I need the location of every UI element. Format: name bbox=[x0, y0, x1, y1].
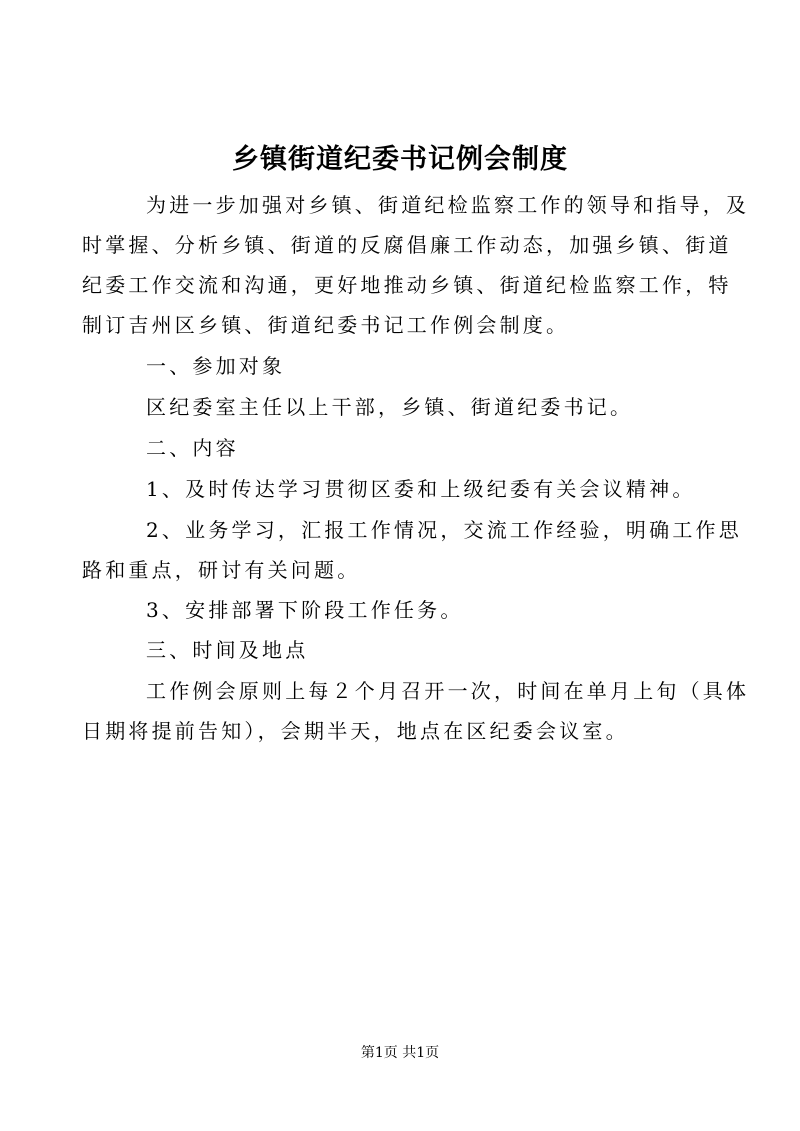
section-2-item-3: 3、安排部署下阶段工作任务。 bbox=[146, 598, 464, 622]
section-2-item-2-line-1: 2、业务学习，汇报工作情况，交流工作经验，明确工作思 bbox=[146, 518, 742, 542]
section-2-item-2-line-2: 路和重点，研讨有关问题。 bbox=[82, 558, 361, 582]
intro-line-1: 为进一步加强对乡镇、街道纪检监察工作的领导和指导，及 bbox=[146, 193, 750, 217]
section-1-heading: 一、参加对象 bbox=[146, 354, 286, 378]
section-3-heading: 三、时间及地点 bbox=[146, 638, 309, 662]
section-2-item-1: 1、及时传达学习贯彻区委和上级纪委有关会议精神。 bbox=[146, 477, 696, 501]
section-1-body: 区纪委室主任以上干部，乡镇、街道纪委书记。 bbox=[146, 395, 634, 419]
intro-line-4: 制订吉州区乡镇、街道纪委书记工作例会制度。 bbox=[82, 313, 570, 337]
section-2-heading: 二、内容 bbox=[146, 436, 239, 460]
intro-line-2: 时掌握、分析乡镇、街道的反腐倡廉工作动态，加强乡镇、街道 bbox=[82, 233, 732, 257]
document-title: 乡镇街道纪委书记例会制度 bbox=[232, 144, 568, 175]
intro-line-3: 纪委工作交流和沟通，更好地推动乡镇、街道纪检监察工作，特 bbox=[82, 273, 732, 297]
section-3-body-line-1: 工作例会原则上每２个月召开一次，时间在单月上旬（具体 bbox=[146, 679, 750, 703]
page-footer: 第1页 共1页 bbox=[360, 1045, 440, 1061]
section-3-body-line-2: 日期将提前告知），会期半天，地点在区纪委会议室。 bbox=[82, 719, 629, 743]
